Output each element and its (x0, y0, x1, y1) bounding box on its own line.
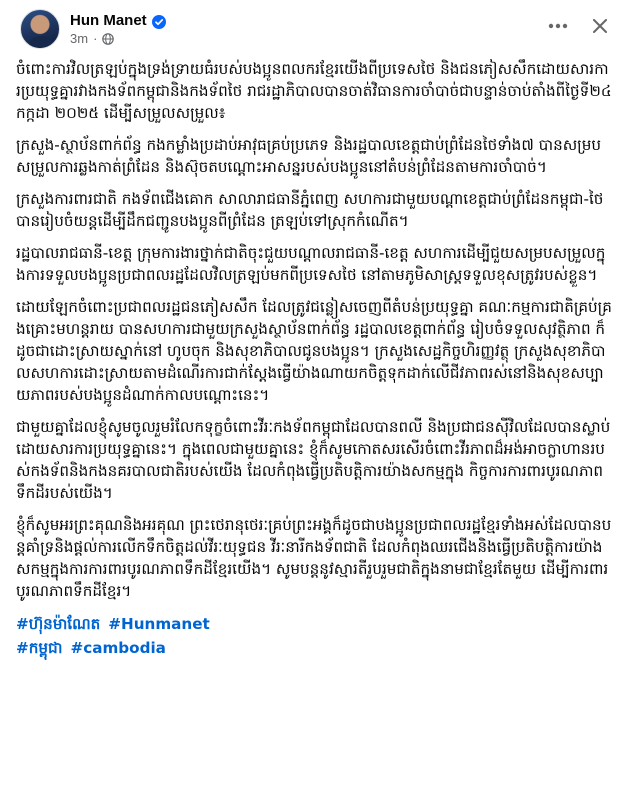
post-time[interactable]: 3m (70, 31, 89, 46)
post-paragraph-condolences: ជាមួយគ្នាដែលខ្ញុំសូមចូលរួមរំលែកទុក្ខចំពោះវីរៈកងទ័ពកម្ពុជាដែលបានពលី និងប្រជាជនស៊ីវិលដែលបានស្លាប់ដោយសារការប្រយុទ្ធគ្នានេះ។ ក្នុងពេលជាមួយគ្នានេះ ខ្ញុំក៏សូមកោតសរសើរចំពោះវីរភាពដ៏អង់អាចក្លាហានរបស់កងទ័ពនិងកងនគរបាលជាតិរបស់យើង ដែលកំពុងធ្វើប្រតិបត្តិការយ៉ាងសកម្មក្នុង កិច្ចការការពារបូរណភាពទឹកដីរបស់យើង។ (16, 418, 611, 502)
more-options-icon[interactable] (546, 14, 570, 38)
post-paragraph-defense: ក្រសួងការពារជាតិ កងទ័ពជើងគោក សាលារាជធានីភ្នំពេញ សហការជាមួយបណ្តាខេត្តជាប់ព្រំដែនកម្ពុជា-ថៃ បានរៀបចំយន្តដើម្បីដឹកជញ្ជូនបងប្អូនពីព្រំដែន ត្រឡប់ទៅស្រុកកំណើត។ (16, 190, 609, 230)
post-paragraph-ministries: ក្រសួង-ស្ថាប័នពាក់ព័ន្ធ កងកម្លាំងប្រដាប់អាវុធគ្រប់ប្រភេទ និងរដ្ឋបាលខេត្តជាប់ព្រំដែនថៃទាំង៧ បានសម្របសម្រួលការឆ្លងកាត់ព្រំដែន និងស៊ុចតបណ្តោះអាសន្នរបស់បងប្អូននៅតំបន់ព្រំដែនតាមការចាំបាច់។ (16, 136, 601, 176)
author-info (70, 12, 166, 46)
post-paragraph-refugees: ដោយឡែកចំពោះប្រជាពលរដ្ឋជនភៀសសឹក ដែលត្រូវជន្លៀសចេញពីតំបន់ប្រយុទ្ធគ្នា គណៈកម្មការជាតិគ្រប់គ្រងគ្រោះមហន្តរាយ បានសហការជាមួយក្រសួងស្ថាប័នពាក់ព័ន្ធ រដ្ឋបាលខេត្តពាក់ព័ន្ធ រៀបចំទទួលសុវត្ថិភាព ក៏ដូចជាដោះស្រាយស្នាក់នៅ ហូបចុក និងសុខាភិបាលជូនបងប្អូន។ ក្រសួងសេដ្ឋកិច្ចហិរញ្ញវត្ថុ ក្រសួងសុខាភិបាលសហការដោះស្រាយតាមដំណើរការជាក់ស្តែងធ្វើយ៉ាងណាយកចិត្តទុកដាក់លើជីវភាពរស់នៅនិងសុខសប្បាយភាពរបស់បងប្អូនដំណាក់កាលបណ្តោះនេះ។ (16, 298, 612, 404)
hashtag-cambodia[interactable]: #cambodia (70, 639, 166, 657)
hashtag-row (16, 612, 612, 636)
hashtag-hunmanet[interactable]: #Hunmanet (108, 615, 210, 633)
author-name[interactable]: Hun Manet (70, 12, 147, 29)
hashtag-row (16, 636, 612, 660)
post-paragraph-intro: ចំពោះការវិលត្រឡប់ក្នុងទ្រង់ទ្រាយធំរបស់បងប្អូនពលករខ្មែរយើងពីប្រទេសថៃ និងជនភៀសសឹកដោយសារការប្រយុទ្ធគ្នារវាងកងទ័ពកម្ពុជានិងកងទ័ពថៃ រាជរដ្ឋាភិបាលបានចាត់វិធានការចាំបាច់ជាបន្ទាន់ចាប់តាំងពីថ្ងៃទី២៤ កក្កដា ២០២៥ ដើម្បីសម្រួលសម្រួល៖ (16, 60, 617, 122)
post-header (16, 0, 612, 58)
meta-separator: · (93, 31, 98, 46)
post-paragraph-gratitude: ខ្ញុំក៏សូមអរព្រះគុណនិងអរគុណ ព្រះថេរានុថេរៈគ្រប់ព្រះអង្គក៏ដូចជាបងប្អូនប្រជាពលរដ្ឋខ្មែរទាំងអស់ដែលបានបន្តគាំទ្រនិងផ្តល់ការលើកទឹកចិត្តដល់វីរៈយុទ្ធជន វីរៈនារីកងទ័ពជាតិ ដែលកំពុងឈរជើងនិងធ្វើប្រតិបត្តិការយ៉ាងសកម្មក្នុងការការពារបូរណភាពទឹកដីខ្មែរយើង។ សូមបន្តនូវស្មារតីរួបរួមជាតិក្នុងនាមជាខ្មែរតែមួយ ដើម្បីការពារបូរណភាពទឹកដីខ្មែរ។ (16, 516, 612, 600)
globe-icon[interactable] (102, 33, 114, 45)
header-actions (546, 14, 612, 38)
author-avatar[interactable] (20, 9, 60, 49)
hashtag-cambodia-khmer[interactable]: #កម្ពុជា (16, 639, 63, 657)
post-meta (70, 31, 166, 46)
hashtag-list (16, 612, 612, 660)
close-icon[interactable] (588, 14, 612, 38)
verified-badge-icon (152, 14, 166, 28)
post-body (16, 58, 617, 660)
post-paragraph-administration: រដ្ឋបាលរាជធានី-ខេត្ត ក្រុមការងារថ្នាក់ជាតិចុះជួយបណ្តាលរាជធានី-ខេត្ត សហការដើម្បីជួយសម្របសម្រួលក្នុងការទទួលបងប្អូនប្រជាពលរដ្ឋដែលវិលត្រឡប់មកពីប្រទេសថៃ នៅតាមភូមិសាស្ត្រទទួលខុសត្រូវរបស់ខ្លួន។ (16, 244, 606, 284)
hashtag-hun-manet-khmer[interactable]: #ហ៊ុនម៉ាណែត (16, 615, 101, 633)
author-name-row (70, 12, 166, 29)
